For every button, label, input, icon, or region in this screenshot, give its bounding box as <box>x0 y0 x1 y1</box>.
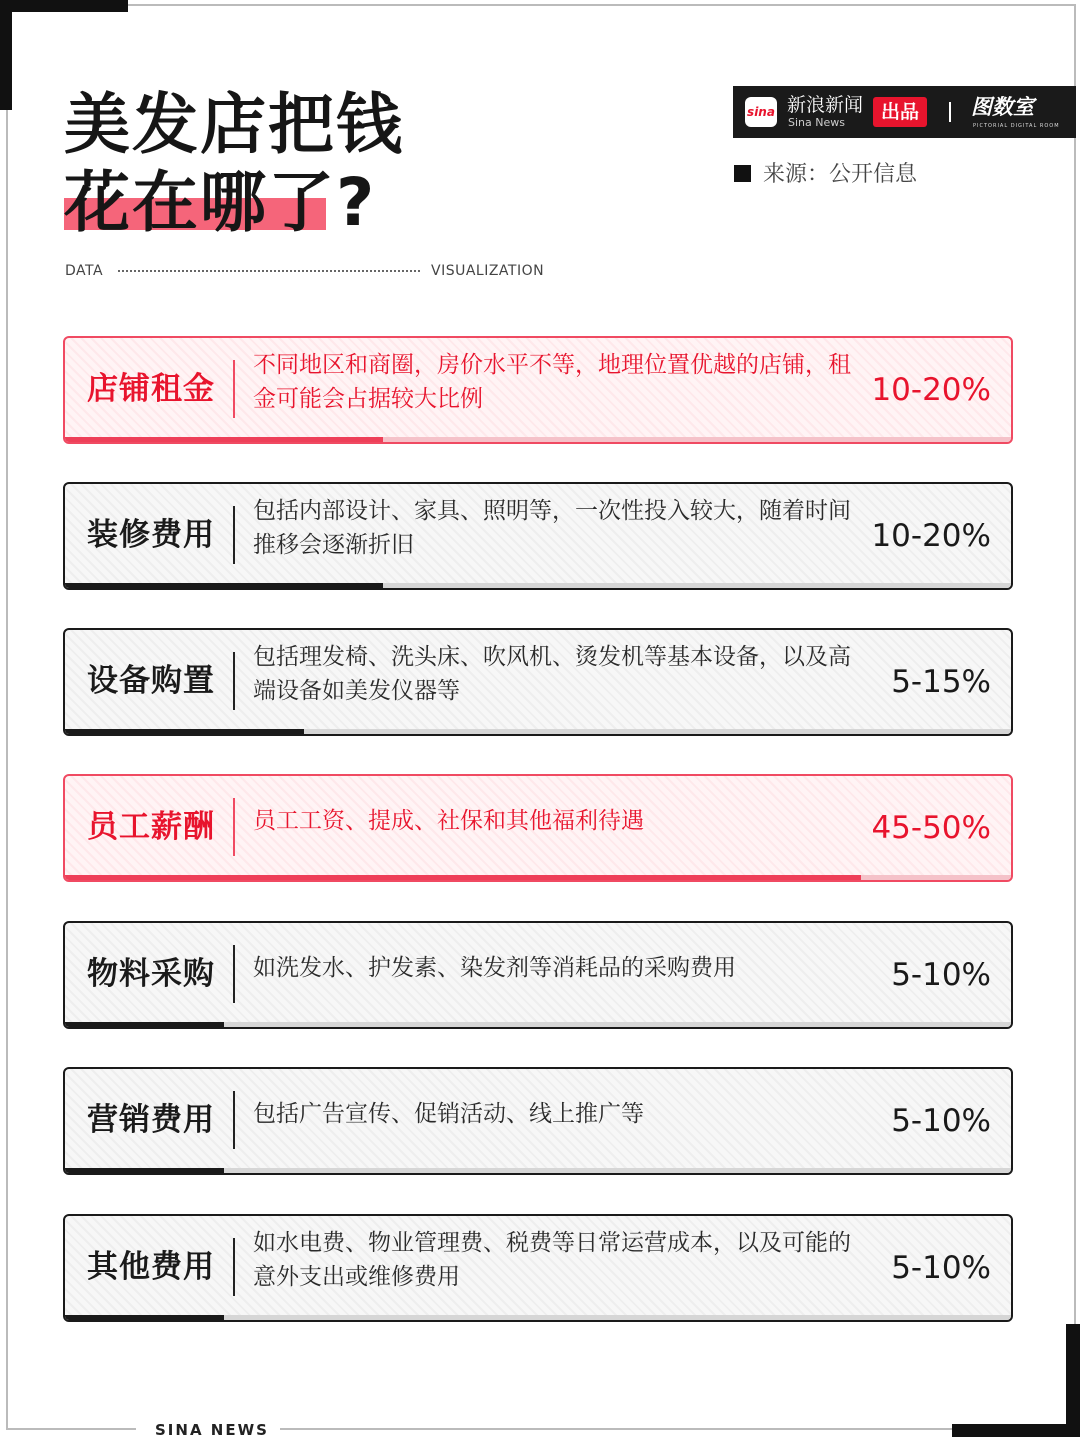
brand-tag: 出品 <box>873 97 927 127</box>
frame-corner-top-left <box>0 0 128 12</box>
cost-item-percent: 10-20% <box>871 518 991 554</box>
dotted-divider <box>118 270 420 272</box>
frame-line-bottom-right <box>280 1428 952 1430</box>
title-line-2: 花在哪了? <box>64 164 377 241</box>
cost-item-percent: 5-10% <box>891 1250 991 1286</box>
frame-line-left <box>6 110 8 1430</box>
share-bar-track <box>65 875 1011 880</box>
frame-line-right <box>1074 4 1076 1324</box>
cost-item-divider <box>233 1238 235 1296</box>
cost-item-percent: 45-50% <box>871 810 991 846</box>
frame-corner-bottom-right <box>1066 1324 1080 1437</box>
brand-room-sub: PICTORIAL DIGITAL ROOM <box>973 123 1060 129</box>
cost-item-name: 设备购置 <box>87 663 215 699</box>
source-square-icon <box>734 165 751 182</box>
share-bar-track <box>65 729 1011 734</box>
cost-item-desc: 包括内部设计、家具、照明等，一次性投入较大，随着时间推移会逐渐折旧 <box>253 498 851 558</box>
frame-corner-bottom <box>952 1424 1080 1437</box>
cost-item-desc: 员工工资、提成、社保和其他福利待遇 <box>253 808 644 834</box>
sina-logo-icon: sina <box>745 97 777 127</box>
share-bar-track <box>65 1315 1011 1320</box>
cost-item-desc: 包括广告宣传、促销活动、线上推广等 <box>253 1101 644 1127</box>
cost-item-card <box>63 1214 1013 1322</box>
cost-item-name: 物料采购 <box>87 956 215 992</box>
cost-item-percent: 5-10% <box>891 957 991 993</box>
cost-item-card <box>63 921 1013 1029</box>
cost-item-card <box>63 336 1013 444</box>
cost-item-name: 装修费用 <box>87 517 215 553</box>
share-bar-fill <box>65 1168 224 1173</box>
visualization-label: VISUALIZATION <box>431 263 545 279</box>
cost-item-card <box>63 628 1013 736</box>
cost-item-divider <box>233 652 235 710</box>
share-bar-fill <box>65 875 861 880</box>
cost-item-desc: 不同地区和商圈，房价水平不等，地理位置优越的店铺，租金可能会占据较大比例 <box>253 352 851 412</box>
cost-item-name: 员工薪酬 <box>87 809 215 845</box>
cost-item-divider <box>233 798 235 856</box>
cost-item-divider <box>233 360 235 418</box>
share-bar-track <box>65 583 1011 588</box>
source-line <box>734 160 917 190</box>
page-title <box>64 86 404 242</box>
cost-item-card <box>63 1067 1013 1175</box>
data-label: DATA <box>65 263 104 279</box>
source-text: 来源：公开信息 <box>763 162 918 187</box>
cost-item-name: 营销费用 <box>87 1102 215 1138</box>
cost-item-card <box>63 774 1013 882</box>
share-bar-track <box>65 1022 1011 1027</box>
cost-item-card <box>63 482 1013 590</box>
cost-item-divider <box>233 1091 235 1149</box>
cost-item-desc: 如洗发水、护发素、染发剂等消耗品的采购费用 <box>253 955 736 981</box>
brand-sub: Sina News <box>788 116 845 129</box>
frame-line-top <box>128 4 1076 6</box>
share-bar-fill <box>65 437 383 442</box>
brand-bar <box>733 86 1076 138</box>
brand-name: 新浪新闻 <box>787 94 864 116</box>
frame-line-bottom-left <box>6 1428 136 1430</box>
cost-item-name: 其他费用 <box>87 1249 215 1285</box>
share-bar-fill <box>65 1315 224 1320</box>
share-bar-fill <box>65 1022 224 1027</box>
brand-divider <box>949 102 951 122</box>
cost-item-divider <box>233 506 235 564</box>
cost-item-divider <box>233 945 235 1003</box>
share-bar-fill <box>65 729 304 734</box>
brand-room: 图数室 <box>971 95 1034 119</box>
cost-item-name: 店铺租金 <box>87 371 215 407</box>
footer-brand: SINA NEWS <box>155 1421 269 1439</box>
cost-item-percent: 10-20% <box>871 372 991 408</box>
share-bar-track <box>65 437 1011 442</box>
cost-item-desc: 包括理发椅、洗头床、吹风机、烫发机等基本设备，以及高端设备如美发仪器等 <box>253 644 851 704</box>
frame-corner-left <box>0 0 12 110</box>
cost-item-desc: 如水电费、物业管理费、税费等日常运营成本，以及可能的意外支出或维修费用 <box>253 1230 851 1290</box>
cost-item-percent: 5-15% <box>891 664 991 700</box>
cost-item-percent: 5-10% <box>891 1103 991 1139</box>
share-bar-fill <box>65 583 383 588</box>
title-line-1: 美发店把钱 <box>64 86 404 163</box>
share-bar-track <box>65 1168 1011 1173</box>
